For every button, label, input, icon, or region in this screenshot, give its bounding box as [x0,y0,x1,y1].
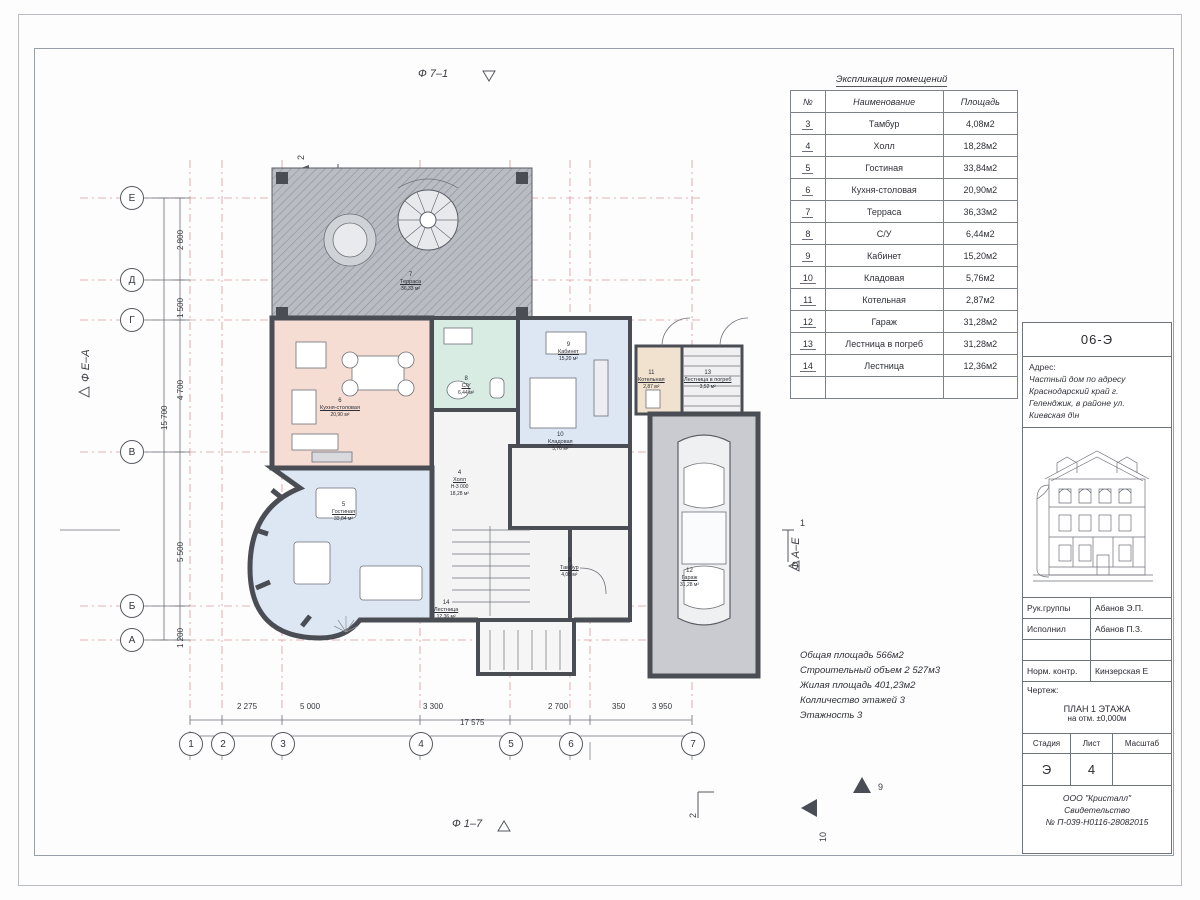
summary-storeys: Этажность 3 [800,710,863,721]
row-name: Кабинет [825,245,943,267]
title-block-role-row [1023,661,1171,682]
scale-value [1113,754,1171,785]
title-block-role-row [1023,640,1171,661]
row-num: 12 [800,317,816,328]
address-label: Адрес: [1029,362,1056,372]
row-name: С/У [825,223,943,245]
explication-col-name: Наименование [825,91,943,113]
sheet-header: Лист [1071,734,1113,753]
dim-horizontal-1: 2 275 [237,702,258,711]
dim-vertical-4: 5 500 [176,541,185,562]
explication-title: Экспликация помещений [836,74,948,85]
role-label [1023,640,1091,660]
row-name: Терраса [825,201,943,223]
table-row [791,289,1018,311]
grid-bubble-4: 4 [409,732,433,756]
address-line: Киевская д\н [1029,410,1080,420]
row-name: Кладовая [825,267,943,289]
row-area: 15,20м2 [943,245,1017,267]
room-area: 31,28 м² [680,582,700,588]
row-num: 13 [800,339,816,350]
row-area: 36,33м2 [943,201,1017,223]
left-section-label: Ф Е–А [80,349,92,382]
room-area: 20,90 м² [330,412,350,418]
row-name: Тамбур [825,113,943,135]
grid-bubble-D: Д [120,268,144,292]
room-number: 12 [686,568,693,574]
room-number: 8 [464,376,468,382]
row-area: 12,36м2 [943,355,1017,377]
sheet-value: 4 [1071,754,1113,785]
role-person: Кинзерская Е [1095,666,1149,676]
room-area: 6,44 м² [458,390,475,396]
grid-bubble-5: 5 [499,732,523,756]
room-name: Гараж [681,575,698,581]
summary-building-volume: Строительный объем 2 527м3 [800,665,941,676]
floor-plan-drawing [60,60,820,785]
house-illustration-icon [1027,433,1167,593]
right-section-label: Ф А–Е [790,537,802,570]
stage-value: Э [1023,754,1071,785]
row-num: 10 [800,273,816,284]
dim-vertical-total: 15 700 [160,405,169,430]
company-name: ООО "Кристалл" [1062,793,1132,803]
title-block-footer [1023,786,1171,834]
view-marker-10-icon [800,798,818,818]
room-number: 5 [341,502,346,508]
room-name: Лестница [434,607,459,613]
dim-horizontal-3: 3 300 [423,702,444,711]
role-person: Абанов Э.П. [1095,603,1144,613]
certificate-number: № П-039-Н0116-28082015 [1045,817,1149,827]
grid-bubble-B: Б [120,594,144,618]
room-label-storeroom [548,432,573,453]
row-num: 14 [800,361,816,372]
bottom-section-arrow-icon [497,820,511,832]
grid-bubble-6: 6 [559,732,583,756]
room-label-garage [680,568,699,589]
row-name: Котельная [825,289,943,311]
address-line: Частный дом по адресу [1029,374,1126,384]
dim-horizontal-2: 5 000 [300,702,321,711]
view-marker-9-icon [852,776,872,794]
summary-living-area: Жилая площадь 401,23м2 [800,680,916,691]
room-number: 4 [457,470,462,476]
bottom-section-label: Ф 1–7 [452,818,483,830]
room-area: 33,84 м² [334,516,354,522]
section-mark-1-right: 1 [800,518,806,528]
section-arrow-bottom-icon [690,790,716,820]
dim-horizontal-total: 17 575 [460,718,485,727]
address-line: Геленджик, в районе ул. [1029,398,1125,408]
grid-bubble-G: Г [120,308,144,332]
row-area: 33,84м2 [943,157,1017,179]
dim-horizontal-5: 350 [612,702,626,711]
row-name: Лестница [825,355,943,377]
row-name: Кухня-столовая [825,179,943,201]
room-area: 18,28 м² [450,491,470,497]
row-name: Холл [825,135,943,157]
room-name: Кладовая [548,439,573,445]
role-label: Рук.группы [1023,598,1091,618]
row-name: Лестница в погреб [825,333,943,355]
row-num: 3 [802,119,813,130]
title-block-stage-headers [1023,734,1171,754]
row-area: 5,76м2 [943,267,1017,289]
explication-col-area: Площадь [943,91,1017,113]
table-row [791,311,1018,333]
certificate-label: Свидетельство [1064,805,1130,815]
room-number: 6 [338,398,342,404]
table-row [791,179,1018,201]
table-row [791,135,1018,157]
grid-bubble-7: 7 [681,732,705,756]
row-area: 18,28м2 [943,135,1017,157]
grid-bubble-3: 3 [271,732,295,756]
role-person: Абанов П.З. [1095,624,1143,634]
room-area: 5,76 м² [552,446,569,452]
row-num: 11 [800,295,815,306]
section-mark-2-bottom: 2 [688,812,698,818]
row-name: Гостиная [825,157,943,179]
row-area: 20,90м2 [943,179,1017,201]
room-label-hall [450,470,469,498]
row-area: 4,08м2 [943,113,1017,135]
room-number: 11 [648,370,655,376]
room-label-cellar-stair [684,370,731,391]
dim-vertical-2: 1 500 [176,297,185,318]
title-block-code: 06-Э [1023,323,1171,357]
grid-bubble-1: 1 [179,732,203,756]
room-number: 10 [556,432,564,438]
dim-horizontal-4: 2 700 [548,702,569,711]
title-block-role-row [1023,619,1171,640]
summary-floors-count: Колличество этажей 3 [800,695,905,706]
room-name: Кабинет [558,349,579,355]
view-marker-9-label: 9 [878,782,884,792]
table-row [791,223,1018,245]
title-block-drawing [1023,682,1171,734]
table-row [791,333,1018,355]
room-label-bathroom [458,376,474,397]
drawing-label: Чертеж: [1027,685,1059,695]
row-area: 2,87м2 [943,289,1017,311]
title-block-role-row [1023,598,1171,619]
table-row [791,267,1018,289]
row-num: 7 [802,207,813,218]
room-name: Лестница в погреб [684,377,732,383]
title-block [1022,322,1172,854]
title-block-stage-values [1023,754,1171,786]
drawing-name: ПЛАН 1 ЭТАЖА [1063,704,1131,714]
room-name: Тамбур [560,565,579,571]
row-num: 8 [802,229,813,240]
room-name: Холл [453,477,466,483]
grid-bubble-V: В [120,440,144,464]
summary-total-area: Общая площадь 566м2 [800,650,904,661]
summary-block [800,648,940,723]
room-number: 14 [442,600,450,606]
row-num: 6 [802,185,813,196]
role-label: Исполнил [1023,619,1091,639]
row-area: 31,28м2 [943,333,1017,355]
scale-header: Масштаб [1124,739,1160,748]
room-name: Котельная [638,377,665,383]
room-number: 9 [566,342,571,348]
role-label: Норм. контр. [1023,661,1091,681]
room-number: 13 [704,370,712,376]
dim-horizontal-6: 3 950 [652,702,673,711]
grid-bubble-E: Е [120,186,144,210]
room-name: С/У [461,383,471,389]
top-section-label: Ф 7–1 [418,68,449,80]
dim-vertical-1: 2 800 [176,229,185,250]
room-label-cabinet [558,342,579,363]
table-row [791,245,1018,267]
table-row [791,157,1018,179]
explication-header-row [791,91,1018,113]
room-label-living [332,502,355,523]
explication-col-num: № [791,91,826,113]
room-number: 7 [408,272,413,278]
room-area: 36,33 м² [401,286,421,292]
room-level: Н-3 000 [450,484,469,490]
section-mark-2-top: 2 [296,154,306,160]
address-line: Краснодарский край г. [1029,386,1119,396]
room-name: Терраса [400,279,422,285]
building-perspective-thumbnail [1023,428,1171,598]
stage-header: Стадия [1023,734,1071,753]
room-label-kitchen [320,398,360,419]
table-row [791,113,1018,135]
table-row [791,355,1018,377]
table-row-empty [791,377,1018,399]
dim-vertical-5: 1 200 [176,627,185,648]
room-name: Гостиная [332,509,356,515]
row-num: 9 [802,251,813,262]
row-name: Гараж [825,311,943,333]
room-area: 4,08 м² [561,572,578,578]
table-row [791,201,1018,223]
room-area: 12,36 м² [436,614,456,620]
room-area: 3,52 м² [699,384,716,390]
grid-bubble-2: 2 [211,732,235,756]
floor-plan-svg [60,60,820,780]
room-number: 3 [567,558,571,564]
room-label-tambour [560,558,579,579]
room-area: 15,20 м² [558,356,578,362]
room-name: Кухня-столовая [320,405,360,411]
dim-vertical-3: 4 700 [176,379,185,400]
room-label-boiler [638,370,665,391]
title-block-address [1023,357,1171,428]
row-num: 5 [802,163,813,174]
grid-bubble-A: А [120,628,144,652]
explication-table [790,90,1018,399]
row-area: 6,44м2 [943,223,1017,245]
row-area: 31,28м2 [943,311,1017,333]
drawing-level: на отм. ±0,000м [1067,714,1127,723]
room-label-terrace [400,272,421,293]
view-marker-10-label: 10 [818,831,828,842]
room-area: 2,87 м² [643,384,660,390]
room-label-stair [434,600,458,621]
row-num: 4 [802,141,813,152]
